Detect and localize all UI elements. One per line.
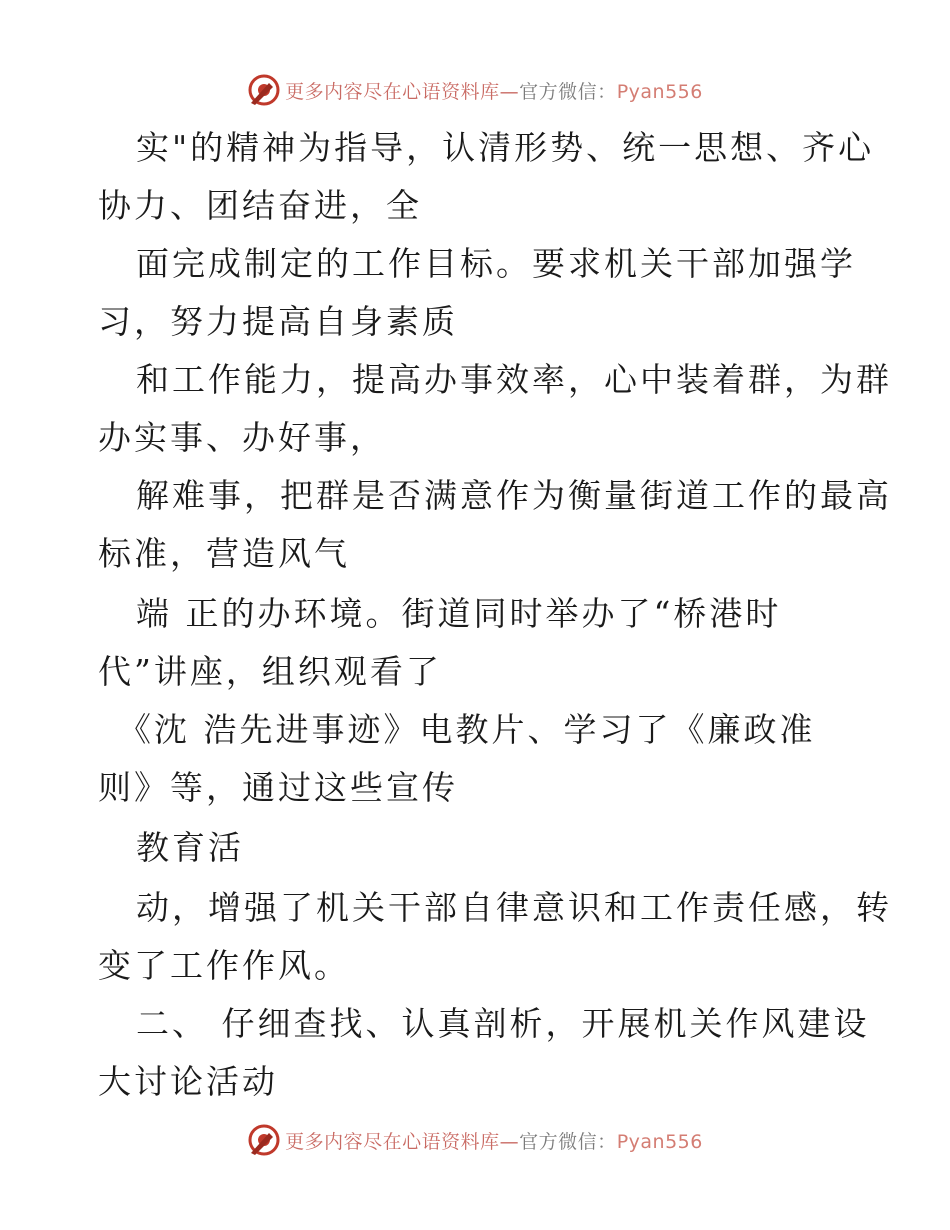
section-heading: 二、 仔细查找、认真剖析，开展机关作风建设 xyxy=(136,1004,870,1043)
body-line: 实"的精神为指导，认清形势、统一思想、齐心 xyxy=(136,128,875,167)
body-line: 代”讲座，组织观看了 xyxy=(98,652,442,691)
body-line: 和工作能力，提高办事效率，心中装着群，为群 xyxy=(136,360,892,399)
footer-watermark xyxy=(0,1120,950,1160)
pen-logo-icon xyxy=(247,1123,281,1157)
body-line: 面完成制定的工作目标。要求机关干部加强学 xyxy=(136,244,856,283)
footer-watermark-text: 更多内容尽在心语资料库—官方微信：Pyan556 xyxy=(285,1130,703,1153)
body-line: 动，增强了机关干部自律意识和工作责任感，转 xyxy=(136,888,892,927)
body-line: 大讨论活动 xyxy=(98,1062,278,1101)
body-line: 《沈 浩先进事迹》电教片、学习了《廉政准 xyxy=(118,710,816,749)
body-line: 变了工作作风。 xyxy=(98,946,350,985)
body-line: 办实事、办好事， xyxy=(98,418,386,457)
body-line: 标准，营造风气 xyxy=(98,534,350,573)
body-line: 协力、团结奋进，全 xyxy=(98,186,422,225)
body-line: 解难事，把群是否满意作为衡量街道工作的最高 xyxy=(136,476,892,515)
body-line: 习，努力提高自身素质 xyxy=(98,302,458,341)
body-line: 教育活 xyxy=(136,828,244,867)
header-watermark-text: 更多内容尽在心语资料库—官方微信：Pyan556 xyxy=(285,80,703,103)
body-line: 则》等，通过这些宣传 xyxy=(98,768,458,807)
body-line: 端 正的办环境。街道同时举办了“桥港时 xyxy=(136,594,782,633)
